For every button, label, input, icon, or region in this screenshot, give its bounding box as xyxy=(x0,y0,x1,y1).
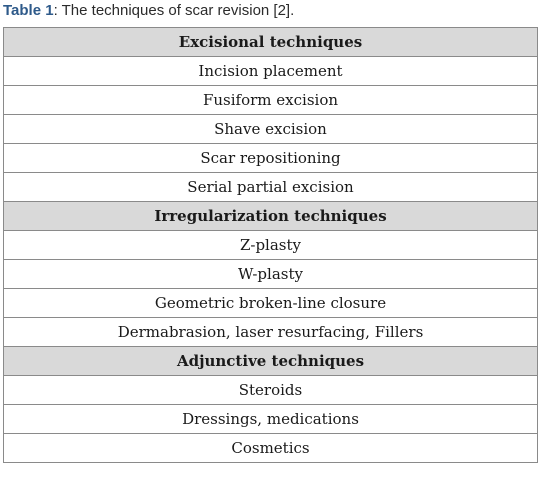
table-row xyxy=(4,144,538,173)
table-row xyxy=(4,434,538,463)
table-row xyxy=(4,115,538,144)
table-row xyxy=(4,376,538,405)
section-header-irregularization: Irregularization techniques xyxy=(4,202,538,231)
table-cell: Cosmetics xyxy=(4,434,538,463)
table-row xyxy=(4,231,538,260)
table-cell: Z-plasty xyxy=(4,231,538,260)
table-cell: Dressings, medications xyxy=(4,405,538,434)
section-header-row xyxy=(4,202,538,231)
table-cell: Incision placement xyxy=(4,57,538,86)
table-row xyxy=(4,318,538,347)
table-caption-text: : The techniques of scar revision [2]. xyxy=(53,2,295,19)
table-row xyxy=(4,57,538,86)
section-header-adjunctive: Adjunctive techniques xyxy=(4,347,538,376)
table-cell: Fusiform excision xyxy=(4,86,538,115)
table-row xyxy=(4,86,538,115)
table-caption xyxy=(3,1,294,21)
table-row xyxy=(4,260,538,289)
table-cell: Shave excision xyxy=(4,115,538,144)
section-header-excisional: Excisional techniques xyxy=(4,28,538,57)
table-row xyxy=(4,405,538,434)
scar-revision-table xyxy=(3,27,538,463)
table-cell: Serial partial excision xyxy=(4,173,538,202)
table-cell: Scar repositioning xyxy=(4,144,538,173)
table-cell: W-plasty xyxy=(4,260,538,289)
table-cell: Steroids xyxy=(4,376,538,405)
table-cell: Dermabrasion, laser resurfacing, Fillers xyxy=(4,318,538,347)
table-row xyxy=(4,289,538,318)
section-header-row xyxy=(4,28,538,57)
table-row xyxy=(4,173,538,202)
table-cell: Geometric broken-line closure xyxy=(4,289,538,318)
table-caption-label: Table 1 xyxy=(3,2,54,19)
section-header-row xyxy=(4,347,538,376)
